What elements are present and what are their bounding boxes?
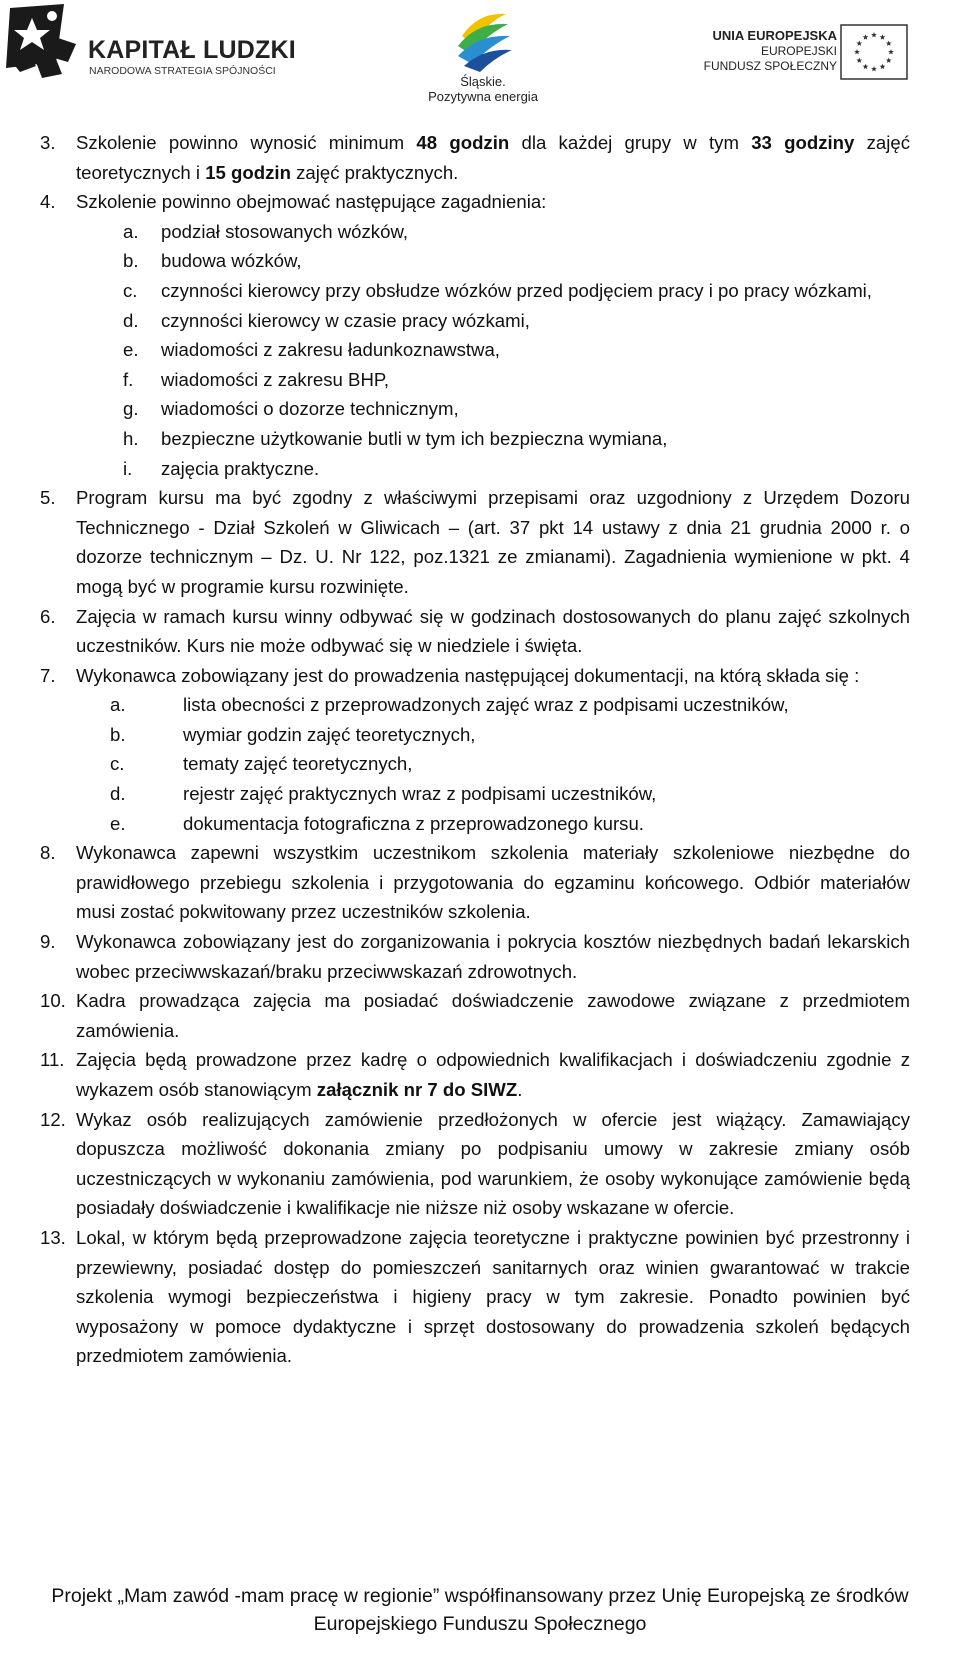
sub-letter: d. xyxy=(110,783,126,805)
sub-letter: e. xyxy=(123,339,139,361)
text-run: dla każdej grupy w tym xyxy=(509,132,752,153)
bold-run: 15 godzin xyxy=(205,161,291,183)
sub-item xyxy=(108,365,910,395)
item-number: 11. xyxy=(40,1049,65,1071)
sub-text: wymiar godzin zajęć teoretycznych, xyxy=(183,723,476,745)
sub-letter: b. xyxy=(123,250,139,272)
slaskie-name: Śląskie. xyxy=(460,74,506,89)
item-text xyxy=(76,1045,910,1104)
item-number: 5. xyxy=(40,487,56,509)
text-run: . xyxy=(517,1079,523,1100)
sub-item xyxy=(110,690,910,720)
eu-flag-icon xyxy=(840,24,908,80)
item-number: 12. xyxy=(40,1108,66,1130)
item-number: 7. xyxy=(40,664,56,686)
kapital-ludzki-logo xyxy=(6,4,296,90)
sub-item xyxy=(108,335,910,365)
sub-item xyxy=(108,217,910,247)
list-item-13 xyxy=(40,1223,910,1371)
sub-item xyxy=(110,749,910,779)
item-number: 10. xyxy=(40,990,66,1012)
sub-letter: a. xyxy=(123,220,139,242)
item-text: Program kursu ma być zgodny z właściwymi przepisami oraz uzgodniony z Urzędem Dozoru Technicznego - Dział Szkoleń w Gliwicach – (art. 37 pkt 14 ustawy z dnia 21 grudnia 2000 r. o dozorze technicznym – Dz. U. Nr 122, poz.1321 ze zmianami). Zagadnienia wymienione w pkt. 4 mogą być w programie kursu rozwinięte. xyxy=(76,487,910,597)
sub-text: podział stosowanych wózków, xyxy=(161,220,409,242)
sub-item xyxy=(108,424,910,454)
item-number: 8. xyxy=(40,842,56,864)
bold-run: załącznik nr 7 do SIWZ xyxy=(316,1079,518,1100)
eu-logo xyxy=(700,24,945,84)
list-item-6 xyxy=(40,602,910,661)
text-run: zajęć teoretycznych i xyxy=(76,132,911,183)
item-number: 13. xyxy=(40,1226,66,1248)
sub-text: bezpieczne użytkowanie butli w tym ich bezpieczna wymiana, xyxy=(161,427,668,449)
item-text xyxy=(76,128,910,187)
item-text: Wykonawca zobowiązany jest do zorganizowania i pokrycia kosztów niezbędnych badań lekarskich wobec przeciwwskazań/braku przeciwwskazań zdrowotnych. xyxy=(76,931,910,982)
slaskie-waves-icon xyxy=(448,8,518,72)
sub-text: lista obecności z przeprowadzonych zajęć wraz z podpisami uczestników, xyxy=(183,694,789,716)
sub-letter: d. xyxy=(123,309,139,331)
kapital-ludzki-title: KAPITAŁ LUDZKI xyxy=(88,36,296,64)
list-item-11 xyxy=(40,1045,910,1104)
item-number: 6. xyxy=(40,605,56,627)
item-text: Wykaz osób realizujących zamówienie przedłożonych w ofercie jest wiążący. Zamawiający dopuszcza możliwość dokonania zmiany po podpisaniu umowy w zakresie zmiany osób uczestniczących w wykonaniu zamówienia, pod warunkiem, że osoby wykonujące zamówienie będą posiadały doświadczenie i kwalifikacje nie niższe niż osoby wskazane w ofercie. xyxy=(76,1108,910,1219)
list-item-12 xyxy=(40,1105,910,1223)
sub-letter: i. xyxy=(123,457,133,479)
item-number: 3. xyxy=(40,132,56,153)
sub-letter: f. xyxy=(123,368,134,390)
sub-text: wiadomości z zakresu ładunkoznawstwa, xyxy=(161,339,500,361)
sub-text: tematy zajęć teoretycznych, xyxy=(183,753,413,775)
item-number: 4. xyxy=(40,191,56,213)
list-item-5 xyxy=(40,483,910,601)
item-text: Wykonawca zobowiązany jest do prowadzenia następującej dokumentacji, na którą składa się : xyxy=(76,664,860,686)
eu-line1: UNIA EUROPEJSKA xyxy=(712,28,837,43)
sub-item xyxy=(108,306,910,336)
sub-text: zajęcia praktyczne. xyxy=(161,457,320,479)
document-content xyxy=(40,128,910,1371)
sub-item xyxy=(108,246,910,276)
kapital-ludzki-emblem-icon xyxy=(6,4,84,88)
sub-letter: e. xyxy=(110,812,126,834)
item-text: Zajęcia w ramach kursu winny odbywać się w godzinach dostosowanych do planu zajęć szkolnych uczestników. Kurs nie może odbywać się w niedziele i święta. xyxy=(76,605,910,657)
bold-run: 33 godziny xyxy=(751,132,855,153)
sub-text: czynności kierowcy przy obsłudze wózków przed podjęciem pracy i po pracy wózkami, xyxy=(161,279,872,301)
eu-line3: FUNDUSZ SPOŁECZNY xyxy=(703,59,837,73)
sub-item xyxy=(108,454,910,484)
sub-item xyxy=(110,809,910,839)
sub-text: wiadomości z zakresu BHP, xyxy=(161,368,390,390)
item-text: Wykonawca zapewni wszystkim uczestnikom szkolenia materiały szkoleniowe niezbędne do prawidłowego przebiegu szkolenia i przygotowania do egzaminu końcowego. Odbiór materiałów musi zostać pokwitowany przez uczestników szkolenia. xyxy=(76,842,910,923)
sub-letter: g. xyxy=(123,398,139,420)
item-text: Szkolenie powinno obejmować następujące zagadnienia: xyxy=(76,191,547,213)
item-text: Kadra prowadząca zajęcia ma posiadać doświadczenie zawodowe związane z przedmiotem zamówienia. xyxy=(76,990,910,1041)
page-footer xyxy=(0,1582,960,1638)
list-item-4 xyxy=(40,187,910,217)
sub-item xyxy=(108,276,910,306)
eu-line2: EUROPEJSKI xyxy=(760,44,837,58)
sub-item xyxy=(108,394,910,424)
sub-item xyxy=(110,779,910,809)
sub-item xyxy=(110,720,910,750)
sub-letter: h. xyxy=(123,427,139,449)
list-item-7 xyxy=(40,661,910,691)
sub-letter: a. xyxy=(110,694,126,716)
eu-logo-text xyxy=(704,28,837,74)
sub-letter: b. xyxy=(110,723,126,745)
sub-text: czynności kierowcy w czasie pracy wózkami, xyxy=(161,309,530,331)
list-item-8 xyxy=(40,838,910,927)
sub-text: rejestr zajęć praktycznych wraz z podpisami uczestników, xyxy=(183,783,657,805)
list-item-3 xyxy=(40,128,910,187)
list-item-9 xyxy=(40,927,910,986)
sub-text: wiadomości o dozorze technicznym, xyxy=(161,398,459,420)
list-item-10 xyxy=(40,986,910,1045)
item-number: 9. xyxy=(40,931,56,953)
page-header xyxy=(0,0,960,110)
sub-letter: c. xyxy=(110,753,125,775)
footer-line-2: Europejskiego Funduszu Społecznego xyxy=(313,1613,647,1635)
text-run: Szkolenie powinno wynosić minimum xyxy=(76,132,417,153)
bold-run: 48 godzin xyxy=(416,132,510,153)
text-run: Zajęcia będą prowadzone przez kadrę o odpowiednich kwalifikacjach i doświadczeniu zgodnie z wykazem osób stanowiącym xyxy=(76,1049,910,1100)
sub-letter: c. xyxy=(123,279,138,301)
slaskie-tagline: Pozytywna energia xyxy=(428,89,538,104)
kapital-ludzki-subtitle: NARODOWA STRATEGIA SPÓJNOŚCI xyxy=(89,65,276,77)
slaskie-logo xyxy=(418,8,548,108)
text-run: zajęć praktycznych. xyxy=(290,161,459,183)
item-text: Lokal, w którym będą przeprowadzone zajęcia teoretyczne i praktyczne powinien być przestronny i przewiewny, posiadać dostęp do pomieszczeń sanitarnych oraz winien gwarantować w trakcie szkolenia wymogi bezpieczeństwa i higieny pracy w tym zakresie. Ponadto powinien być wyposażony w pomoce dydaktyczne i sprzęt dostosowany do prowadzenia szkoleń będących przedmiotem zamówienia. xyxy=(76,1226,910,1367)
sub-text: budowa wózków, xyxy=(161,250,302,272)
footer-line-1: Projekt „Mam zawód -mam pracę w regionie” współfinansowany przez Unię Europejską ze środków xyxy=(51,1585,909,1607)
sub-text: dokumentacja fotograficzna z przeprowadzonego kursu. xyxy=(183,812,644,834)
